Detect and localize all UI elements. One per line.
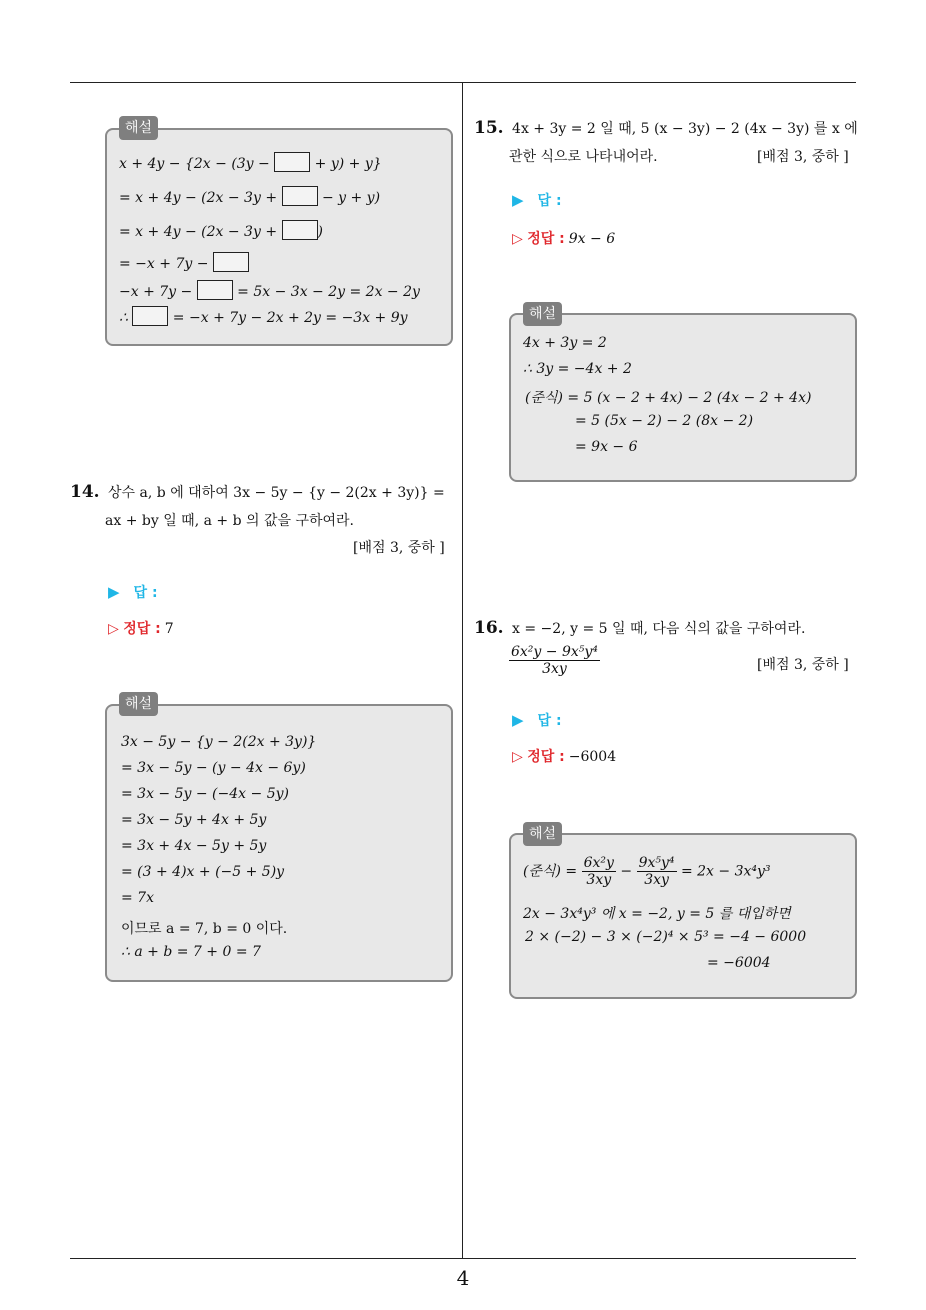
q16-fraction: $\frac{\text{6x²y − 9x⁵y⁴}}{3xy}$ bbox=[511, 644, 598, 677]
q14-question-line-2: ax + by 일 때, a + b 의 값을 구하여라. bbox=[105, 513, 355, 529]
q16-sol-line-1: (준식) = $\frac{\text{6x²y}}{3xy}$ − $\frac{\text{9x⁵y⁴}}{3xy}$ = 2x − 3x⁴y³ bbox=[523, 855, 771, 888]
answer-blank bbox=[132, 306, 168, 326]
q16-solution-tag: 해설 bbox=[523, 822, 562, 846]
q13-sol-line-6: ∴ = −x + 7y − 2x + 2y = −3x + 9y bbox=[119, 306, 408, 326]
q16-sol-line-4: = −6004 bbox=[707, 955, 771, 971]
q16-question-line-1: 16. x = −2, y = 5 일 때, 다음 식의 값을 구하여라. bbox=[474, 618, 806, 638]
q13-sol-line-5: −x + 7y − = 5x − 3x − 2y = 2x − 2y bbox=[119, 280, 420, 300]
q15-question-line-1: 15. 4x + 3y = 2 일 때, 5 (x − 3y) − 2 (4x − 3y) 를 x 에 bbox=[474, 118, 858, 138]
q14-solution-tag: 해설 bbox=[119, 692, 158, 716]
q14-sol-line: 3x − 5y − {y − 2(2x + 3y)} bbox=[121, 734, 317, 750]
q15-answer-row: ▶ 답 : bbox=[512, 191, 562, 209]
q13-solution-box bbox=[105, 128, 453, 346]
column-divider bbox=[462, 83, 463, 1259]
q15-sol-line: = 5 (5x − 2) − 2 (8x − 2) bbox=[575, 413, 754, 429]
q13-solution-tag: 해설 bbox=[119, 116, 158, 140]
page-number: 4 bbox=[456, 1266, 470, 1290]
answer-blank bbox=[213, 252, 249, 272]
answer-blank bbox=[274, 152, 310, 172]
outline-triangle-icon: ▷ bbox=[512, 231, 523, 247]
q15-score: [배점 3, 중하 ] bbox=[757, 149, 849, 165]
answer-blank bbox=[282, 186, 318, 206]
q13-sol-line-4: = −x + 7y − bbox=[119, 252, 249, 272]
q14-sol-line: = 7x bbox=[121, 890, 154, 906]
q16-score: [배점 3, 중하 ] bbox=[757, 657, 849, 673]
q13-sol-line-3: = x + 4y − (2x − 3y + ) bbox=[119, 220, 323, 240]
q13-sol-line-2: = x + 4y − (2x − 3y + − y + y) bbox=[119, 186, 380, 206]
top-rule bbox=[70, 82, 856, 83]
q16-solution-box bbox=[509, 833, 857, 999]
q16-sol-line-2: 2x − 3x⁴y³ 에 x = −2, y = 5 를 대입하면 bbox=[523, 906, 791, 922]
q15-sol-line: 4x + 3y = 2 bbox=[523, 335, 607, 351]
q14-solution-box bbox=[105, 704, 453, 982]
play-icon: ▶ bbox=[108, 583, 120, 601]
q15-sol-line: (준식) = 5 (x − 2 + 4x) − 2 (4x − 2 + 4x) bbox=[525, 390, 812, 406]
q16-sol-line-3: 2 × (−2) − 3 × (−2)⁴ × 5³ = −4 − 6000 bbox=[525, 929, 807, 945]
q15-solution-tag: 해설 bbox=[523, 302, 562, 326]
bottom-rule bbox=[70, 1258, 856, 1259]
outline-triangle-icon: ▷ bbox=[108, 621, 119, 637]
q14-sol-line: = 3x + 4x − 5y + 5y bbox=[121, 838, 267, 854]
q15-sol-line: ∴ 3y = −4x + 2 bbox=[523, 361, 632, 377]
outline-triangle-icon: ▷ bbox=[512, 749, 523, 765]
play-icon: ▶ bbox=[512, 711, 524, 729]
q14-sol-line: = 3x − 5y + 4x + 5y bbox=[121, 812, 267, 828]
q15-sol-line: = 9x − 6 bbox=[575, 439, 638, 455]
q14-sol-line: 이므로 a = 7, b = 0 이다. bbox=[121, 921, 288, 937]
q15-correct-answer: ▷ 정답 : 9x − 6 bbox=[512, 231, 616, 247]
q14-sol-line: = (3 + 4)x + (−5 + 5)y bbox=[121, 864, 285, 880]
q14-number: 14. bbox=[70, 482, 100, 502]
q13-sol-line-1: x + 4y − {2x − (3y − + y) + y} bbox=[119, 152, 382, 172]
answer-blank bbox=[197, 280, 233, 300]
answer-blank bbox=[282, 220, 318, 240]
q14-sol-line: = 3x − 5y − (−4x − 5y) bbox=[121, 786, 289, 802]
q14-sol-line: = 3x − 5y − (y − 4x − 6y) bbox=[121, 760, 306, 776]
q15-question-line-2: 관한 식으로 나타내어라. bbox=[509, 149, 658, 165]
q16-number: 16. bbox=[474, 618, 504, 638]
q15-solution-box bbox=[509, 313, 857, 482]
q14-sol-line: ∴ a + b = 7 + 0 = 7 bbox=[121, 944, 261, 960]
q14-answer-row: ▶ 답 : bbox=[108, 583, 158, 601]
q15-number: 15. bbox=[474, 118, 504, 138]
q14-score: [배점 3, 중하 ] bbox=[353, 540, 445, 556]
q14-correct-answer: ▷ 정답 : 7 bbox=[108, 621, 174, 637]
q14-question-line-1: 14. 상수 a, b 에 대하여 3x − 5y − {y − 2(2x + 3y)} = bbox=[70, 482, 445, 502]
q16-answer-row: ▶ 답 : bbox=[512, 711, 562, 729]
q16-correct-answer: ▷ 정답 : −6004 bbox=[512, 749, 617, 765]
play-icon: ▶ bbox=[512, 191, 524, 209]
